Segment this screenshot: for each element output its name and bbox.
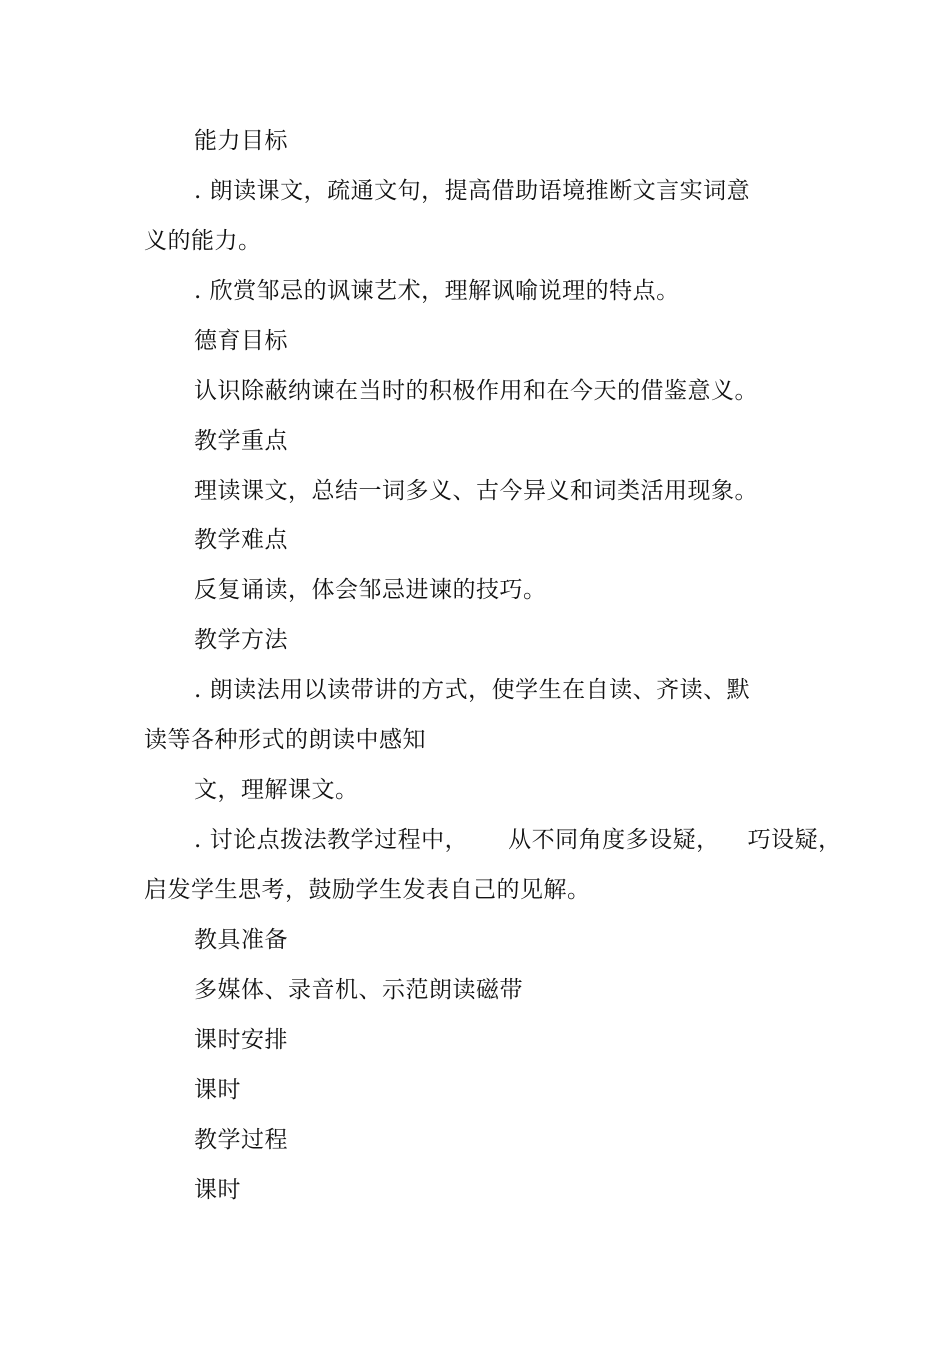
method-item-1-line-3: 文，理解课文。 bbox=[194, 777, 359, 803]
key-heading: 教学重点 bbox=[194, 428, 288, 454]
ability-heading: 能力目标 bbox=[194, 128, 288, 154]
process-text: 课时 bbox=[194, 1177, 241, 1203]
process-heading: 教学过程 bbox=[194, 1127, 288, 1153]
tools-text: 多媒体、录音机、示范朗读磁带 bbox=[194, 977, 523, 1003]
method-heading: 教学方法 bbox=[194, 627, 288, 653]
difficulty-text: 反复诵读，体会邹忌进谏的技巧。 bbox=[194, 577, 547, 603]
tools-heading: 教具准备 bbox=[194, 927, 288, 953]
difficulty-heading: 教学难点 bbox=[194, 527, 288, 553]
method-item-2-line-2: 启发学生思考，鼓励学生发表自己的见解。 bbox=[144, 877, 591, 903]
ability-item-2: . 欣赏邹忌的讽谏艺术，理解讽喻说理的特点。 bbox=[194, 278, 680, 304]
moral-heading: 德育目标 bbox=[194, 328, 288, 354]
method-item-2-part-1: . 讨论点拨法教学过程中， bbox=[194, 827, 469, 853]
key-text: 理读课文，总结一词多义、古今异义和词类活用现象。 bbox=[194, 478, 758, 504]
schedule-text: 课时 bbox=[194, 1077, 241, 1103]
ability-item-1-line-1: . 朗读课文，疏通文句，提高借助语境推断文言实词意 bbox=[194, 178, 751, 204]
method-item-1-line-2: 读等各种形式的朗读中感知 bbox=[144, 727, 426, 753]
schedule-heading: 课时安排 bbox=[194, 1027, 288, 1053]
method-item-1-line-1: . 朗读法用以读带讲的方式，使学生在自读、齐读、默 bbox=[194, 677, 751, 703]
method-item-2-part-3: 巧设疑， bbox=[747, 827, 842, 853]
moral-text: 认识除蔽纳谏在当时的积极作用和在今天的借鉴意义。 bbox=[194, 378, 758, 404]
method-item-2-part-2: 从不同角度多设疑， bbox=[508, 827, 720, 853]
method-item-2-line-1 bbox=[194, 825, 842, 855]
ability-item-1-line-2: 义的能力。 bbox=[144, 228, 262, 254]
